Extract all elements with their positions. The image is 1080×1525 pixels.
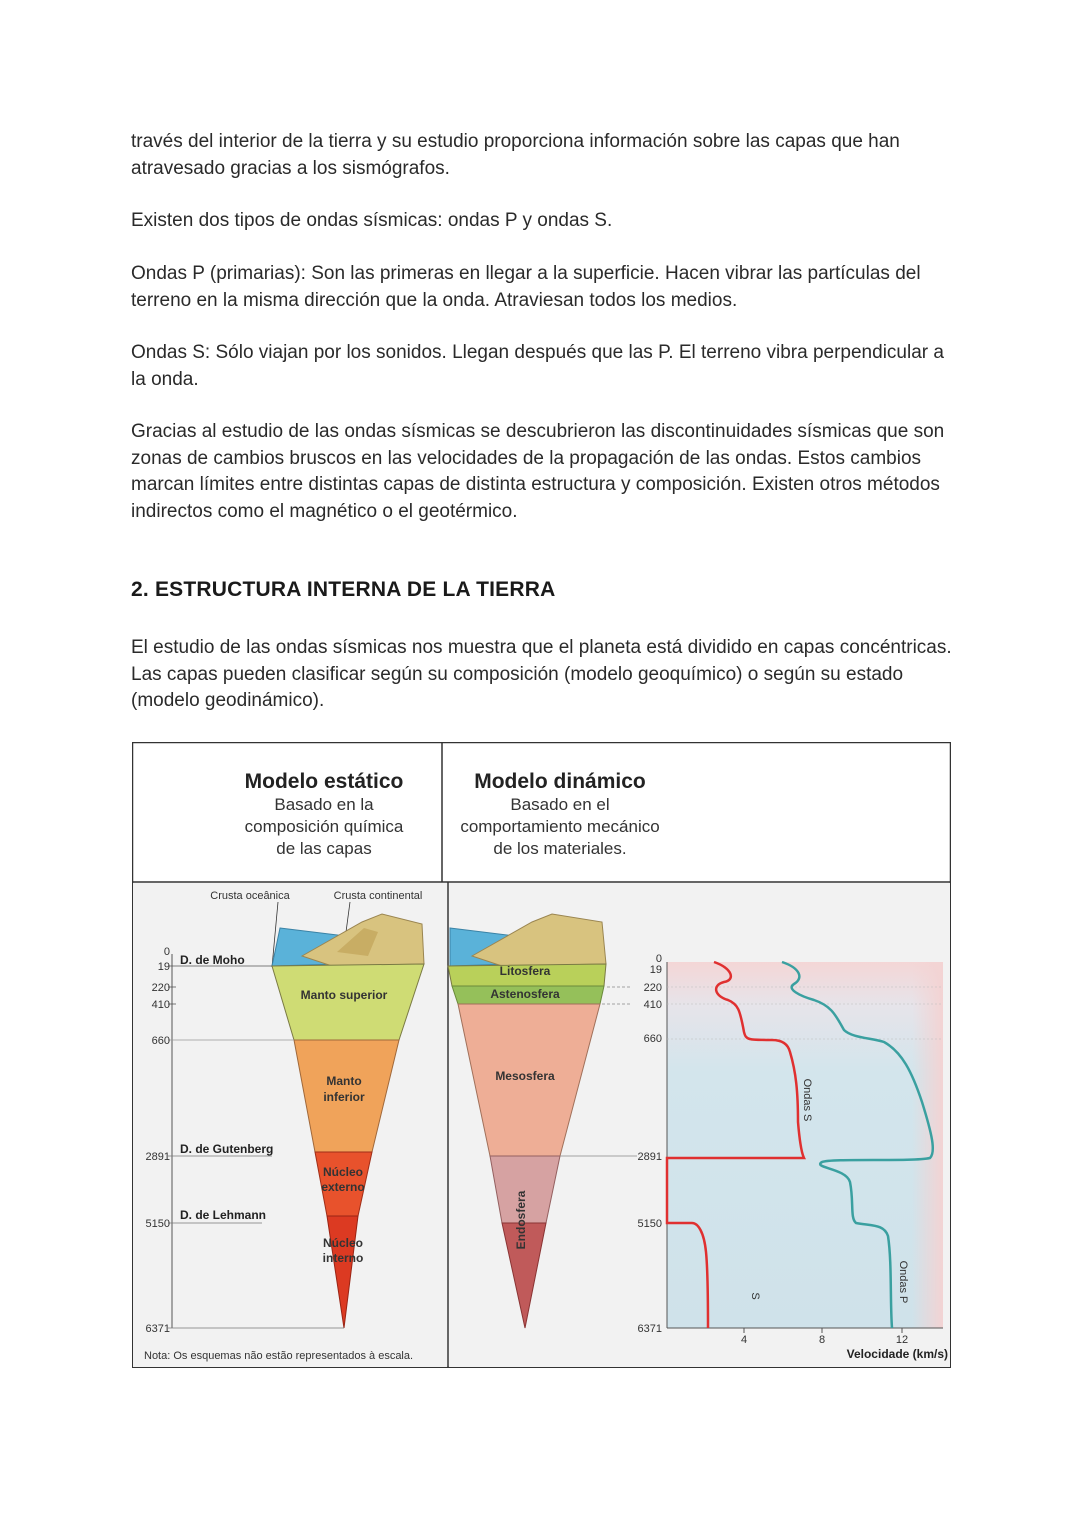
figure-note: Nota: Os esquemas não estão representados à escala. bbox=[144, 1350, 414, 1362]
dynamic-model-subtitle-1: Basado en el bbox=[510, 795, 610, 814]
lehmann-label: D. de Lehmann bbox=[180, 1208, 267, 1222]
gutenberg-label: D. de Gutenberg bbox=[180, 1142, 274, 1156]
dynamic-model-subtitle-2: comportamiento mecánico bbox=[460, 817, 660, 836]
litosfera-label: Litosfera bbox=[499, 964, 551, 978]
static-depth-2891: 2891 bbox=[145, 1151, 170, 1163]
paragraph-wave-types: Existen dos tipos de ondas sísmicas: ondas P y ondas S. bbox=[131, 210, 613, 231]
inner-core-label-1: Núcleo bbox=[322, 1236, 364, 1250]
dynamic-depth-220: 220 bbox=[643, 982, 662, 994]
x-axis-label: Velocidade (km/s) bbox=[846, 1347, 948, 1361]
static-model-title: Modelo estático bbox=[244, 770, 404, 793]
moho-label: D. de Moho bbox=[180, 953, 245, 967]
s-wave-inner-label: S bbox=[749, 1292, 761, 1300]
static-depth-660: 660 bbox=[151, 1035, 170, 1047]
dynamic-model-subtitle-3: de los materiales. bbox=[493, 839, 627, 858]
outer-core-label-1: Núcleo bbox=[322, 1165, 364, 1179]
velocity-chart bbox=[667, 962, 948, 1361]
earth-structure-figure bbox=[132, 742, 951, 1368]
astenosfera-label: Astenosfera bbox=[490, 987, 560, 1001]
lower-mantle-label-2: inferior bbox=[323, 1090, 365, 1104]
x-tick-4: 4 bbox=[740, 1334, 748, 1346]
paragraph-intro: través del interior de la tierra y su estudio proporciona información sobre las capas que han atravesado gracias a los sismógrafos. bbox=[131, 131, 900, 179]
static-depth-6371: 6371 bbox=[145, 1323, 170, 1335]
paragraph-p-waves: Ondas P (primarias): Son las primeras en llegar a la superficie. Hacen vibrar las partículas del terreno en la misma dirección que la onda. Atraviesan todos los medios. bbox=[131, 263, 921, 311]
dynamic-depth-660: 660 bbox=[643, 1033, 662, 1045]
static-depth-220: 220 bbox=[151, 982, 170, 994]
dynamic-depth-410: 410 bbox=[643, 999, 662, 1011]
dynamic-model-title: Modelo dinámico bbox=[474, 770, 646, 793]
section-heading: 2. ESTRUCTURA INTERNA DE LA TIERRA bbox=[131, 578, 556, 601]
mesosfera-label: Mesosfera bbox=[495, 1069, 555, 1083]
dynamic-depth-6371: 6371 bbox=[637, 1323, 662, 1335]
paragraph-structure: El estudio de las ondas sísmicas nos muestra que el planeta está dividido en capas concéntricas. Las capas pueden clasificar según su composición (modelo geoquímico) o según su estado (modelo geodinámico). bbox=[131, 637, 952, 711]
paragraph-s-waves: Ondas S: Sólo viajan por los sonidos. Llegan después que las P. El terreno vibra perpendicular a la onda. bbox=[131, 342, 944, 390]
upper-mantle-label: Manto superior bbox=[300, 988, 388, 1002]
lower-mantle-label-1: Manto bbox=[326, 1074, 362, 1088]
outer-core-label-2: externo bbox=[321, 1180, 365, 1194]
s-wave-label: Ondas S bbox=[801, 1078, 813, 1122]
static-depth-19: 19 bbox=[157, 961, 170, 973]
dynamic-depth-19: 19 bbox=[649, 964, 662, 976]
static-depth-410: 410 bbox=[151, 999, 170, 1011]
paragraph-discontinuities: Gracias al estudio de las ondas sísmicas se descubrieron las discontinuidades sísmicas que son zonas de cambios bruscos en las velocidades de la propagación de las ondas. Estos cambios marcan límites entre distintas capas de distinta estructura y composición. Existen otros métodos indirectos como el magnético o el geotérmico. bbox=[131, 421, 945, 522]
dynamic-depth-2891: 2891 bbox=[637, 1151, 662, 1163]
static-model-subtitle-3: de las capas bbox=[276, 839, 372, 858]
inner-core-label-2: interno bbox=[322, 1251, 364, 1265]
dynamic-depth-5150: 5150 bbox=[637, 1218, 662, 1230]
static-depth-0: 0 bbox=[163, 946, 170, 958]
endosfera-label: Endosfera bbox=[514, 1190, 528, 1250]
static-depth-5150: 5150 bbox=[145, 1218, 170, 1230]
static-model-subtitle-2: composición química bbox=[244, 817, 404, 836]
upper-mantle-layer bbox=[272, 964, 424, 1040]
x-tick-12: 12 bbox=[895, 1334, 909, 1346]
p-wave-label: Ondas P bbox=[897, 1260, 909, 1304]
crust-oceanic-label: Crusta oceânica bbox=[210, 890, 290, 902]
crust-continental-label: Crusta continental bbox=[333, 890, 423, 902]
figure-svg bbox=[132, 742, 951, 1368]
dynamic-depth-0: 0 bbox=[655, 953, 662, 965]
x-tick-8: 8 bbox=[818, 1334, 826, 1346]
static-model-subtitle-1: Basado en la bbox=[274, 795, 374, 814]
